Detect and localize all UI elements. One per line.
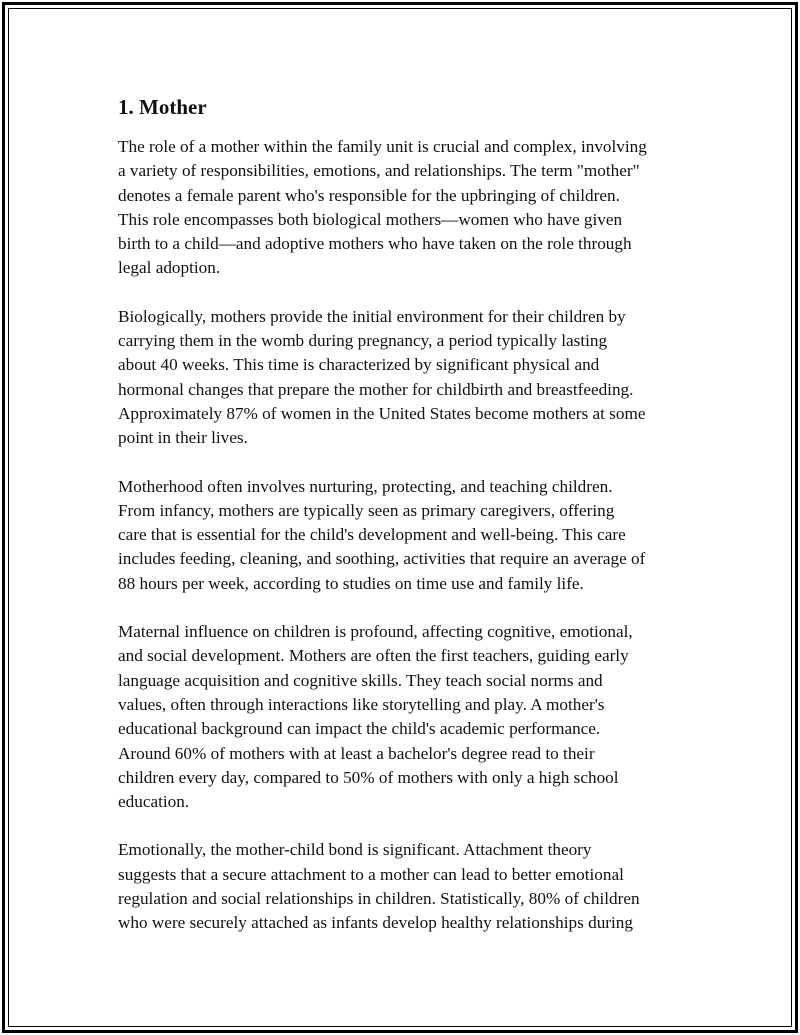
paragraph-line: education. <box>118 792 190 812</box>
paragraph-motherhood <box>118 475 693 596</box>
paragraph-line: The role of a mother within the family unit is crucial and complex, involving <box>118 137 647 156</box>
paragraph-line: and social development. Mothers are often the first teachers, guiding early <box>118 646 629 666</box>
paragraph-maternal-influence <box>118 620 693 814</box>
paragraph-line: values, often through interactions like storytelling and play. A mother's <box>118 694 605 714</box>
paragraph-line: hormonal changes that prepare the mother for childbirth and breastfeeding. <box>118 379 634 399</box>
document-body <box>118 94 693 936</box>
paragraph-line: suggests that a secure attachment to a mother can lead to better emotional <box>118 864 624 884</box>
paragraph-line: regulation and social relationships in children. Statistically, 80% of children <box>118 889 640 909</box>
paragraph-line: denotes a female parent who's responsible for the upbringing of children. <box>118 185 620 205</box>
paragraph-line: 88 hours per week, according to studies on time use and family life. <box>118 573 584 593</box>
paragraph-role-of-mother <box>118 135 693 281</box>
paragraph-line: Maternal influence on children is profound, affecting cognitive, emotional, <box>118 622 633 642</box>
paragraph-line: a variety of responsibilities, emotions, and relationships. The term "mother" <box>118 161 640 181</box>
paragraph-line: Around 60% of mothers with at least a bachelor's degree read to their <box>118 743 595 763</box>
paragraph-line: children every day, compared to 50% of mothers with only a high school <box>118 767 619 787</box>
paragraph-line: legal adoption. <box>118 258 221 278</box>
paragraph-line: care that is essential for the child's development and well-being. This care <box>118 525 626 545</box>
paragraph-line: educational background can impact the child's academic performance. <box>118 719 601 739</box>
paragraph-line: includes feeding, cleaning, and soothing, activities that require an average of <box>118 549 646 569</box>
paragraph-line: Emotionally, the mother-child bond is significant. Attachment theory <box>118 840 592 860</box>
paragraph-line: Approximately 87% of women in the United States become mothers at some <box>118 403 646 423</box>
paragraph-biology <box>118 305 693 451</box>
paragraph-line: Motherhood often involves nurturing, protecting, and teaching children. <box>118 476 613 496</box>
paragraph-line: From infancy, mothers are typically seen as primary caregivers, offering <box>118 500 615 520</box>
paragraph-emotional-bond <box>118 838 693 935</box>
paragraph-line: who were securely attached as infants develop healthy relationships during <box>118 913 633 933</box>
paragraph-line: carrying them in the womb during pregnancy, a period typically lasting <box>118 331 608 351</box>
paragraph-line: Biologically, mothers provide the initial environment for their children by <box>118 306 626 326</box>
paragraph-line: This role encompasses both biological mothers—women who have given <box>118 209 623 229</box>
paragraph-line: point in their lives. <box>118 428 248 448</box>
paragraph-line: about 40 weeks. This time is characterized by significant physical and <box>118 355 600 375</box>
paragraph-line: language acquisition and cognitive skills. They teach social norms and <box>118 670 603 690</box>
section-title: 1. Mother <box>118 95 207 119</box>
paragraph-line: birth to a child—and adoptive mothers who have taken on the role through <box>118 234 632 254</box>
